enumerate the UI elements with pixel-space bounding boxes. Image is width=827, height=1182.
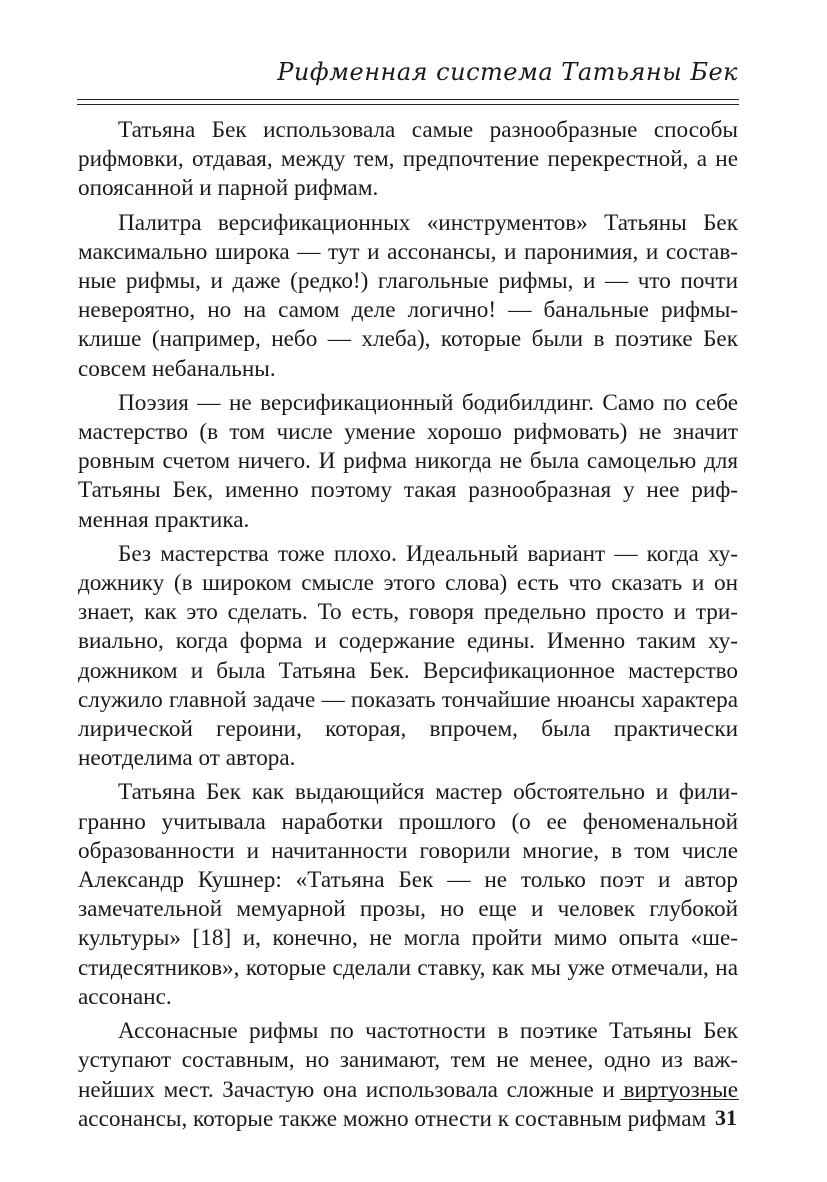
- paragraph-5: Татьяна Бек как выдающийся мастер обстоятельно и филигранно учитывала наработки прошлого (о ее феноменальной образованности и начитанности говорили многие, в том числе Александр Кушнер: «Татьяна Бек — не только поэт и автор замечательной мемуарной прозы, но еще и человек глубокой культуры» [18] и, конечно, не могла пройти мимо опыта «шестидесятников», которые сделали ставку, как мы уже отмечали, на ассонанс.: [78, 779, 738, 1010]
- footer-rule: [620, 1099, 739, 1100]
- running-head-title: Рифменная система Татьяны Бек: [277, 58, 738, 86]
- main-text: [78, 116, 738, 1134]
- paragraph-2: Палитра версификационных «инструментов» Татьяны Бек максимально широка — тут и ассонансы, и паронимия, и составные рифмы, и даже (редко!) глагольные рифмы, и — что почти невероятно, но на самом деле логично! — банальные рифмы-клише (например, небо — хлеба), которые были в поэтике Бек совсем небанальны.: [78, 209, 738, 382]
- page-number: 31: [715, 1105, 737, 1130]
- header-rule-top: [77, 99, 739, 100]
- paragraph-3: Поэзия — не версификационный бодибилдинг. Само по себе мастерство (в том числе умение хорошо рифмовать) не значит ровным счетом ничего. И рифма никогда не была самоцелью для Татьяны Бек, именно поэтому такая разнообразная у нее рифменная практика.: [78, 389, 738, 533]
- paragraph-4: Без мастерства тоже плохо. Идеальный вариант — когда художнику (в широком смысле этого слова) есть что сказать и он знает, как это сделать. То есть, говоря предельно просто и тривиально, когда форма и содержание едины. Именно таким художником и была Татьяна Бек. Версификационное мастерство служило главной задаче — показать тончайшие нюансы характера лирической героини, которая, впрочем, была практически неотделима от автора.: [78, 540, 738, 772]
- paragraph-6: Ассонасные рифмы по частотности в поэтике Татьяны Бек уступают составным, но занимают, тем не менее, одно из важнейших мест. Зачастую она использовала сложные и виртуозные ассонансы, которые также можно отнести к составным рифмам: [78, 1018, 738, 1132]
- header-rule-bottom: [77, 104, 739, 105]
- paragraph-1: Татьяна Бек использовала самые разнообразные способы рифмовки, отдавая, между тем, предпочтение перекрестной, а не опоясанной и парной рифмам.: [78, 117, 738, 202]
